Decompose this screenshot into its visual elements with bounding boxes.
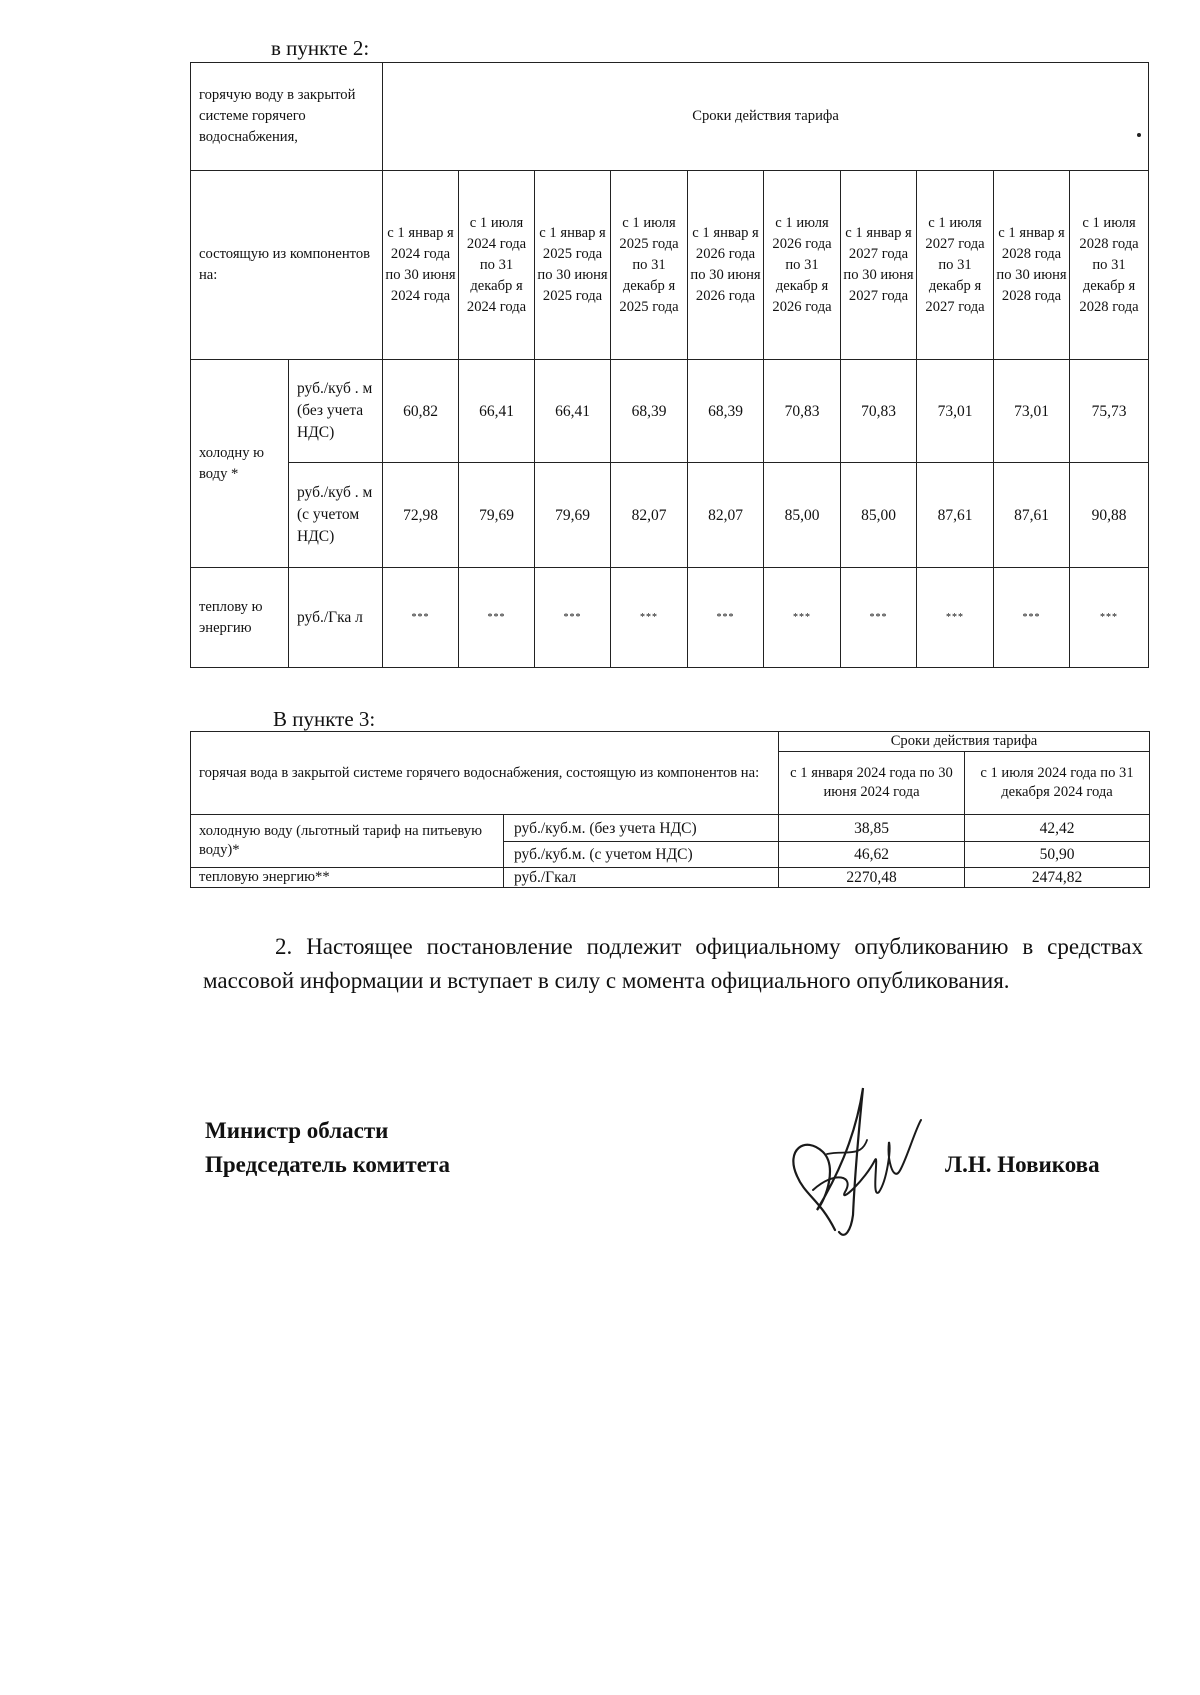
signer-title-line2: Председатель комитета bbox=[205, 1152, 450, 1177]
validity-title: Сроки действия тарифа bbox=[692, 108, 839, 124]
components-label: состоящую из компонентов на: bbox=[199, 246, 371, 283]
period-header: с 1 июля 2025 года по 31 декабр я 2025 года bbox=[611, 171, 688, 360]
period-header: с 1 июля 2026 года по 31 декабр я 2026 года bbox=[764, 171, 841, 360]
tariff-value: 68,39 bbox=[611, 360, 688, 463]
cold-water-label: холодну ю воду * bbox=[191, 360, 289, 568]
period-header: с 1 январ я 2028 года по 30 июня 2028 года bbox=[994, 171, 1070, 360]
cold-water-label: холодную воду (льготный тариф на питьевую воду)* bbox=[191, 815, 504, 868]
tariff-value: 46,62 bbox=[779, 842, 965, 868]
signer-name: Л.Н. Новикова bbox=[945, 1152, 1100, 1177]
unit-vat: руб./куб.м. (с учетом НДС) bbox=[504, 842, 779, 868]
period-header: с 1 январ я 2024 года по 30 июня 2024 года bbox=[383, 171, 459, 360]
tariff-value: 79,69 bbox=[459, 463, 535, 568]
table-row bbox=[191, 63, 1149, 171]
tariff-value: *** bbox=[917, 568, 994, 668]
table-row bbox=[191, 171, 1149, 360]
hot-water-label: горячую воду в закрытой системе горячего водоснабжения, bbox=[199, 87, 356, 145]
heat-unit: руб./Гкал bbox=[504, 868, 779, 888]
table-row bbox=[191, 568, 1149, 668]
tariff-value: *** bbox=[688, 568, 764, 668]
tariff-value: *** bbox=[459, 568, 535, 668]
tariff-value: 85,00 bbox=[841, 463, 917, 568]
tariff-value: 66,41 bbox=[535, 360, 611, 463]
hot-water-label: горячая вода в закрытой системе горячего водоснабжения, состоящую из компонентов на: bbox=[191, 732, 779, 815]
tariff-value: 42,42 bbox=[965, 815, 1150, 842]
table-row bbox=[191, 360, 1149, 463]
speck-dot bbox=[1137, 133, 1141, 137]
tariff-value: 87,61 bbox=[994, 463, 1070, 568]
table-row bbox=[191, 463, 1149, 568]
signer-title bbox=[205, 1114, 450, 1182]
heat-unit: руб./Гка л bbox=[289, 568, 383, 668]
validity-title: Сроки действия тарифа bbox=[779, 732, 1150, 752]
period-header: с 1 январ я 2027 года по 30 июня 2027 года bbox=[841, 171, 917, 360]
tariff-value: *** bbox=[764, 568, 841, 668]
period-header: с 1 июля 2024 года по 31 декабр я 2024 года bbox=[459, 171, 535, 360]
table-row bbox=[191, 732, 1150, 752]
tariff-value: *** bbox=[535, 568, 611, 668]
unit-no-vat: руб./куб . м (без учета НДС) bbox=[289, 360, 383, 463]
period-header: с 1 июля 2024 года по 31 декабря 2024 года bbox=[965, 752, 1150, 815]
tariff-value: 70,83 bbox=[764, 360, 841, 463]
period-header: с 1 январ я 2026 года по 30 июня 2026 года bbox=[688, 171, 764, 360]
tariff-value: *** bbox=[994, 568, 1070, 668]
tariff-value: 90,88 bbox=[1070, 463, 1149, 568]
tariff-value: 2270,48 bbox=[779, 868, 965, 888]
components-label-cell bbox=[191, 171, 383, 360]
tariff-value: 82,07 bbox=[688, 463, 764, 568]
period-header: с 1 июля 2027 года по 31 декабр я 2027 года bbox=[917, 171, 994, 360]
tariff-table-section3 bbox=[190, 731, 1150, 888]
unit-vat: руб./куб . м (с учетом НДС) bbox=[289, 463, 383, 568]
section3-heading: В пункте 3: bbox=[273, 707, 376, 731]
tariff-value: 79,69 bbox=[535, 463, 611, 568]
paragraph-2: 2. Настоящее постановление подлежит официальному опубликованию в средствах массовой информации и вступает в силу с момента официального опубликования. bbox=[203, 934, 1143, 993]
period-header: с 1 июля 2028 года по 31 декабр я 2028 года bbox=[1070, 171, 1149, 360]
period-header: с 1 январ я 2025 года по 30 июня 2025 года bbox=[535, 171, 611, 360]
tariff-value: *** bbox=[611, 568, 688, 668]
tariff-value: 82,07 bbox=[611, 463, 688, 568]
period-header: с 1 января 2024 года по 30 июня 2024 года bbox=[779, 752, 965, 815]
tariff-value: 87,61 bbox=[917, 463, 994, 568]
signer-title-line1: Министр области bbox=[205, 1118, 389, 1143]
tariff-value: 68,39 bbox=[688, 360, 764, 463]
unit-no-vat: руб./куб.м. (без учета НДС) bbox=[504, 815, 779, 842]
tariff-value: *** bbox=[1070, 568, 1149, 668]
tariff-value: 70,83 bbox=[841, 360, 917, 463]
table-row bbox=[191, 815, 1150, 842]
heat-label: теплову ю энергию bbox=[191, 568, 289, 668]
tariff-value: 75,73 bbox=[1070, 360, 1149, 463]
tariff-value: 66,41 bbox=[459, 360, 535, 463]
validity-header-cell bbox=[383, 63, 1149, 171]
tariff-value: 85,00 bbox=[764, 463, 841, 568]
handwritten-signature bbox=[775, 1080, 925, 1250]
section2-heading: в пункте 2: bbox=[271, 36, 370, 60]
tariff-value: 73,01 bbox=[917, 360, 994, 463]
table-row bbox=[191, 868, 1150, 888]
tariff-value: 50,90 bbox=[965, 842, 1150, 868]
hot-water-label-cell bbox=[191, 63, 383, 171]
tariff-table-section2 bbox=[190, 62, 1149, 668]
tariff-value: 60,82 bbox=[383, 360, 459, 463]
tariff-value: 38,85 bbox=[779, 815, 965, 842]
tariff-value: *** bbox=[383, 568, 459, 668]
tariff-value: 72,98 bbox=[383, 463, 459, 568]
heat-label: тепловую энергию** bbox=[191, 868, 504, 888]
tariff-value: 73,01 bbox=[994, 360, 1070, 463]
tariff-value: 2474,82 bbox=[965, 868, 1150, 888]
tariff-value: *** bbox=[841, 568, 917, 668]
